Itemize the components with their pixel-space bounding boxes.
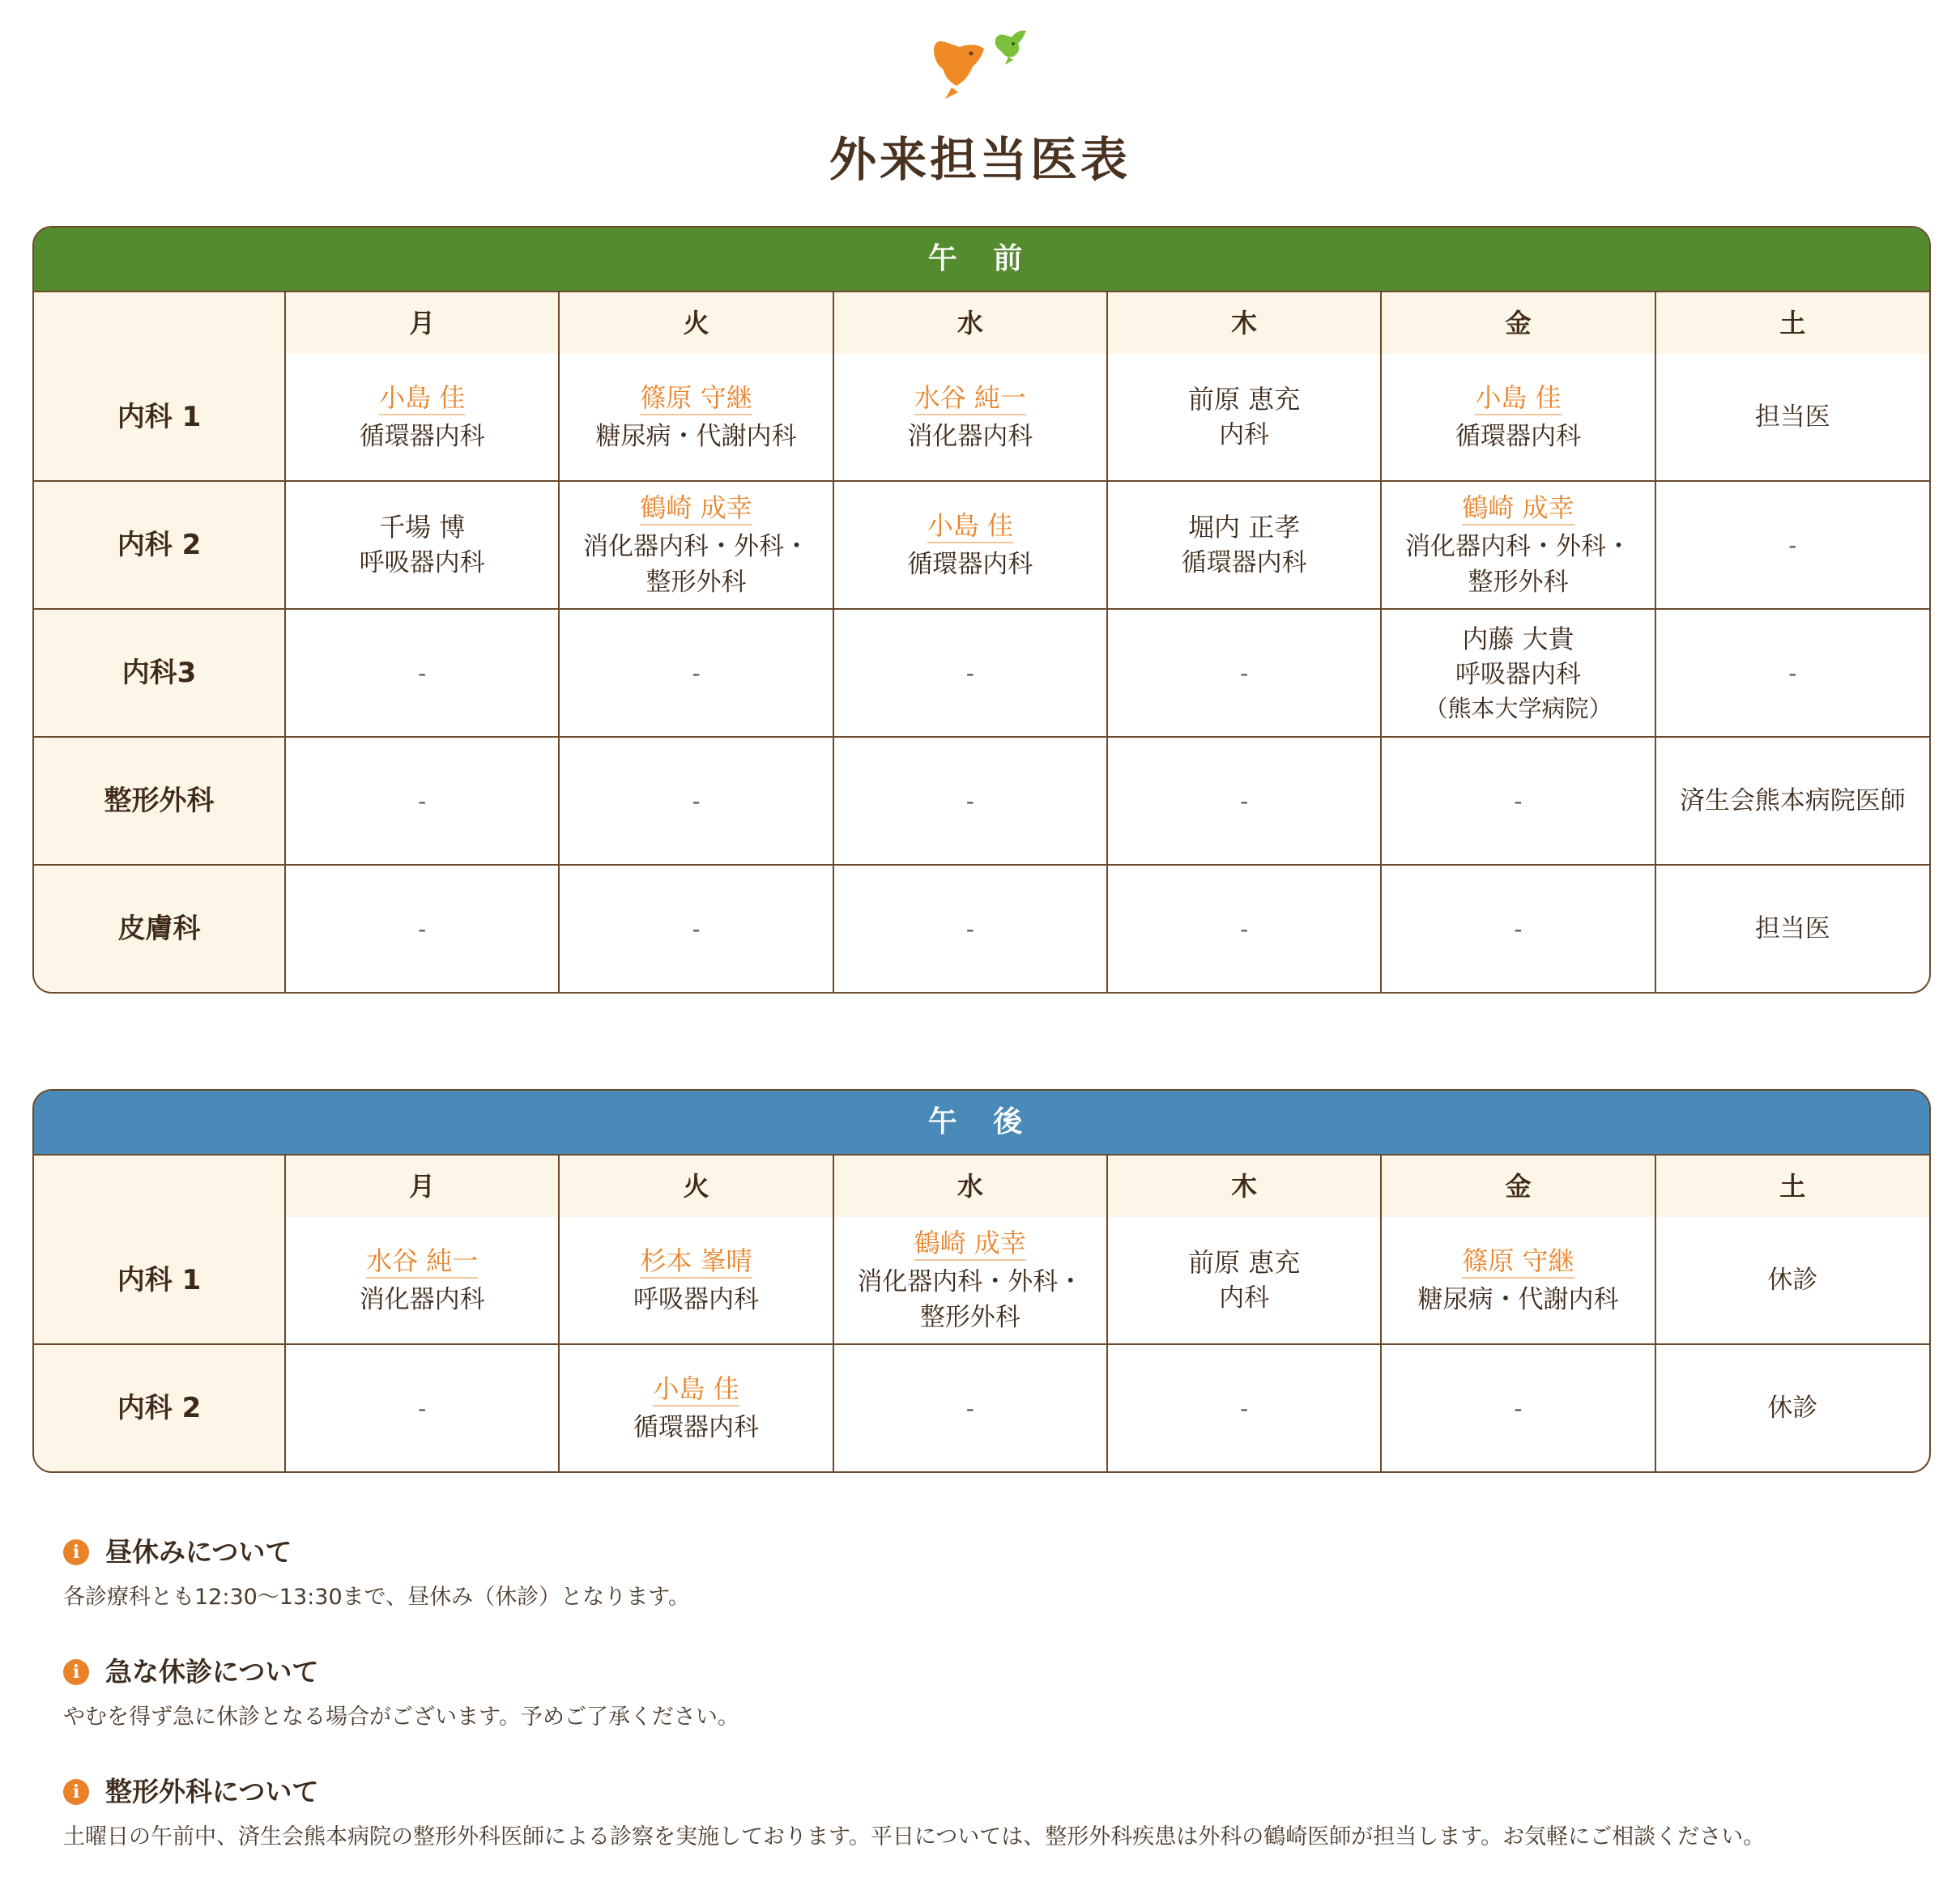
schedule-cell [833,481,1107,609]
department-label: 皮膚科 [34,865,285,992]
schedule-cell [285,481,559,609]
day-wed: 水 [833,1156,1107,1217]
note-title: 昼休みについて [105,1536,292,1568]
empty-slot: - [1240,915,1249,943]
department-label: 内科 1 [34,1217,285,1344]
doctor-name: 前原 恵充 [1188,1247,1301,1278]
page-title: 外来担当医表 [829,132,1131,187]
doctor-name-link[interactable]: 鶴崎 成幸 [1462,492,1574,526]
cell-text: 糖尿病・代謝内科 [595,422,797,451]
doctor-name-link[interactable]: 小島 佳 [653,1373,739,1407]
schedule-row [34,1344,1929,1471]
doctor-name: 千場 博 [379,512,466,543]
schedule-cell [1107,354,1381,481]
day-sat: 土 [1655,292,1929,354]
cell-text: 消化器内科・外科・ [1404,532,1631,561]
day-mon: 月 [285,1156,559,1217]
pm-table-header: 午 後 [34,1091,1929,1156]
schedule-cell [285,1344,559,1471]
info-icon: i [63,1659,89,1685]
day-fri: 金 [1381,292,1655,354]
schedule-row [34,737,1929,865]
empty-slot: - [692,787,701,815]
cell-text: 担当医 [1754,402,1830,432]
schedule-cell [1107,737,1381,865]
schedule-cell [1655,1217,1929,1344]
schedule-cell [559,354,833,481]
green-bird-icon [995,31,1026,65]
doctor-name-link[interactable]: 鶴崎 成幸 [914,1227,1026,1261]
cell-text: 循環器内科 [1455,422,1581,451]
schedule-cell [559,1217,833,1344]
schedule-cell [1655,737,1929,865]
empty-slot: - [418,659,427,687]
schedule-cell [559,1344,833,1471]
cell-text: 内科 [1219,420,1270,449]
schedule-cell [1381,1344,1655,1471]
schedule-cell [1107,865,1381,992]
empty-slot: - [1240,1394,1249,1422]
note-sudden-closure [63,1654,1926,1734]
schedule-cell [285,354,559,481]
empty-slot: - [692,915,701,943]
schedule-cell [1381,481,1655,609]
empty-slot: - [1240,787,1249,815]
day-wed: 水 [833,292,1107,354]
note-title: 急な休診について [105,1656,319,1688]
empty-slot: - [1514,1394,1523,1422]
schedule-row [34,1217,1929,1344]
schedule-cell [833,609,1107,737]
cell-text: 循環器内科 [1181,548,1307,577]
doctor-name-link[interactable]: 篠原 守継 [640,381,752,415]
cell-text: 消化器内科・外科・ [582,532,809,561]
empty-slot: - [418,1394,427,1422]
schedule-row [34,609,1929,737]
note-text: 各診療科とも12:30〜13:30まで、昼休み（休診）となります。 [63,1585,690,1610]
schedule-cell [285,737,559,865]
birds-logo-icon [927,24,1041,105]
note-text: 土曜日の午前中、済生会熊本病院の整形外科医師による診察を実施しております。平日については、整形外科疾患は外科の鶴崎医師が担当します。お気軽にご相談ください。 [63,1824,1766,1849]
empty-slot: - [1240,659,1249,687]
day-mon: 月 [285,292,559,354]
schedule-cell [833,1217,1107,1344]
schedule-cell [833,354,1107,481]
day-header-row [34,1156,1929,1217]
empty-slot: - [418,915,427,943]
empty-slot: - [965,1394,974,1422]
empty-slot: - [1788,531,1797,559]
schedule-cell [1655,354,1929,481]
cell-text: 消化器内科 [907,422,1033,451]
corner-cell [34,1156,285,1217]
schedule-cell [1381,737,1655,865]
cell-text: 休診 [1767,1394,1818,1423]
cell-text: 呼吸器内科 [1455,660,1581,689]
notes-section [63,1534,1926,1894]
schedule-cell [833,865,1107,992]
empty-slot: - [965,787,974,815]
note-orthopedics [63,1774,1926,1854]
schedule-cell [1381,354,1655,481]
cell-text: 内科 [1219,1283,1270,1313]
schedule-cell [1107,1217,1381,1344]
schedule-cell [1655,481,1929,609]
am-table-header: 午 前 [34,228,1929,292]
cell-text: 整形外科 [1468,568,1569,597]
cell-text: 循環器内科 [633,1413,759,1442]
day-thu: 木 [1107,1156,1381,1217]
day-thu: 木 [1107,292,1381,354]
doctor-name-link[interactable]: 水谷 純一 [366,1245,478,1279]
doctor-name-link[interactable]: 小島 佳 [1475,381,1561,415]
cell-text: 消化器内科 [359,1285,485,1314]
schedule-cell [833,1344,1107,1471]
day-tue: 火 [559,292,833,354]
orange-bird-icon [934,41,984,99]
day-fri: 金 [1381,1156,1655,1217]
am-schedule-table [32,226,1931,994]
doctor-name: 堀内 正孝 [1188,512,1301,543]
schedule-cell [1655,865,1929,992]
info-icon: i [63,1779,89,1805]
cell-text: 呼吸器内科 [633,1285,759,1314]
empty-slot: - [965,659,974,687]
doctor-name-link[interactable]: 小島 佳 [927,509,1013,543]
cell-text: 休診 [1767,1266,1818,1295]
schedule-cell [1381,1217,1655,1344]
doctor-name: 内藤 大貴 [1462,624,1574,654]
doctor-name-link[interactable]: 水谷 純一 [914,381,1026,415]
note-title: 整形外科について [105,1776,319,1807]
schedule-cell [1107,609,1381,737]
doctor-name-link[interactable]: 杉本 峯晴 [640,1245,752,1279]
department-label: 内科 1 [34,354,285,481]
empty-slot: - [418,787,427,815]
cell-text: 糖尿病・代謝内科 [1417,1285,1619,1314]
doctor-name-link[interactable]: 小島 佳 [379,381,465,415]
cell-text: 消化器内科・外科・ [857,1267,1084,1296]
day-sat: 土 [1655,1156,1929,1217]
doctor-name-link[interactable]: 篠原 守継 [1462,1245,1574,1279]
schedule-cell [559,865,833,992]
empty-slot: - [1514,787,1523,815]
schedule-cell [559,737,833,865]
schedule-cell [1107,481,1381,609]
schedule-row [34,865,1929,992]
department-label: 整形外科 [34,737,285,865]
schedule-cell [1655,1344,1929,1471]
cell-text: 済生会熊本病院医師 [1679,786,1906,815]
department-label: 内科 2 [34,481,285,609]
cell-text: 整形外科 [646,568,747,597]
cell-text: 循環器内科 [907,550,1033,579]
cell-text: 整形外科 [919,1303,1020,1332]
pm-schedule-table [32,1089,1931,1473]
empty-slot: - [692,659,701,687]
corner-cell [34,292,285,354]
schedule-cell [559,481,833,609]
schedule-cell [285,865,559,992]
schedule-cell [1381,865,1655,992]
cell-text: （熊本大学病院） [1424,695,1613,722]
cell-text: 呼吸器内科 [359,548,485,577]
cell-text: 担当医 [1754,914,1830,943]
schedule-cell [285,1217,559,1344]
doctor-name: 前原 恵充 [1188,384,1301,415]
schedule-cell [1655,609,1929,737]
schedule-row [34,481,1929,609]
info-icon: i [63,1539,89,1565]
day-tue: 火 [559,1156,833,1217]
note-text: やむを得ず急に休診となる場合がございます。予めご了承ください。 [63,1705,739,1730]
note-lunch-break [63,1534,1926,1614]
doctor-name-link[interactable]: 鶴崎 成幸 [640,492,752,526]
department-label: 内科3 [34,609,285,737]
schedule-row [34,354,1929,481]
schedule-cell [559,609,833,737]
schedule-cell [833,737,1107,865]
empty-slot: - [965,915,974,943]
empty-slot: - [1788,659,1797,687]
empty-slot: - [1514,915,1523,943]
cell-text: 循環器内科 [359,422,485,451]
day-header-row [34,292,1929,354]
schedule-cell [285,609,559,737]
schedule-cell [1107,1344,1381,1471]
department-label: 内科 2 [34,1344,285,1471]
schedule-cell [1381,609,1655,737]
